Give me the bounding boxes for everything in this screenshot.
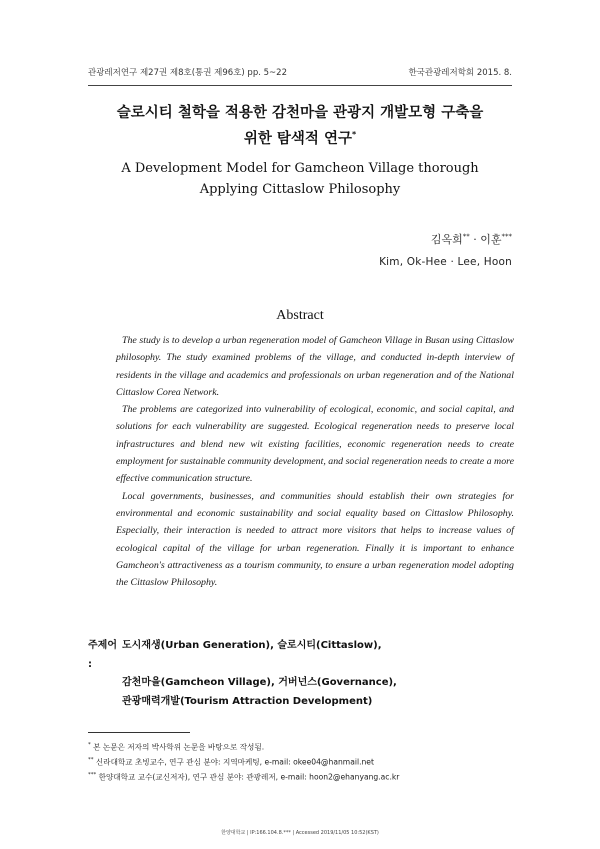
english-title-line-2: Applying Cittaslow Philosophy (199, 182, 401, 197)
running-head (88, 66, 512, 78)
keywords-line-2: 감천마을(Gamcheon Village), 거버넌스(Governance), (122, 677, 397, 688)
footnote-3 (88, 769, 518, 784)
korean-title-line-1: 슬로시티 철학을 적용한 감천마을 관광지 개발모형 구축을 (116, 105, 484, 121)
abstract-paragraph-1: The study is to develop a urban regeneration model of Gamcheon Village in Busan using Cittaslow philosophy. The study examined problems of the village, and conducted in-depth interview of residents in the village and academics and professionals on urban regeneration and of the National Cittaslow Corea Network. (116, 335, 514, 398)
title-footnote-mark: * (351, 130, 357, 139)
access-stamp: 한양대학교 | IP:166.104.8.*** | Accessed 2019/11/05 10:52(KST) (221, 830, 379, 836)
publisher-date: 한국관광레저학회 2015. 8. (408, 68, 512, 78)
author-2-ko: 이훈 (480, 233, 502, 246)
authors-korean (431, 231, 512, 247)
english-title-line-1: A Development Model for Gamcheon Village thorough (121, 161, 479, 176)
footnote-rule (88, 732, 190, 733)
footnote-1-mark: * (88, 742, 91, 748)
footnote-2-mark: ** (88, 757, 94, 764)
footnote-1-text: 본 논문은 저자의 박사학위 논문을 바탕으로 작성됨. (93, 742, 265, 752)
abstract-paragraph-3: Local governments, businesses, and communities should establish their own strategies for environmental and economic sustainability and social equality based on Cittaslow Philosophy. Especially, their interaction is needed to attract more visitors that helps to increase values of ecological capital of the village for urban regeneration. Finally it is important to enhance Gamcheon's attractiveness as a tourism community, to ensure a urban regeneration model adopting the Cittaslow Philosophy. (116, 490, 514, 589)
journal-citation: 관광레저연구 제27권 제8호(통권 제96호) pp. 5~22 (88, 68, 287, 78)
korean-title (60, 103, 540, 150)
author-1-ko: 김옥희 (430, 233, 463, 246)
keywords-row-1 (88, 637, 518, 674)
author-2-mark: *** (501, 232, 512, 241)
korean-title-line-2-text: 위한 탐색적 연구 (243, 130, 352, 147)
abstract-paragraph-2: The problems are categorized into vulnerability of ecological, economic, and social capital, and solutions for each vulnerability are suggested. Ecological regeneration needs to preserve local infrastructures and blend new wit existing facilities, economic regeneration needs to create employment for sustainable community development, and social regeneration needs to create a more effective communication structure. (116, 404, 514, 485)
english-title (60, 158, 540, 200)
footnote-3-mark: *** (88, 772, 97, 779)
authors-english: Kim, Ok-Hee · Lee, Hoon (379, 256, 512, 268)
keywords (88, 637, 518, 711)
author-separator: · (469, 233, 481, 246)
korean-title-line-2 (60, 124, 540, 150)
author-1-mark: ** (462, 232, 470, 241)
footnote-3-text: 한양대학교 교수(교신저자), 연구 관심 분야: 관광레저, e-mail: hoon2@ehanyang.ac.kr (98, 772, 400, 782)
footnote-2-text: 신라대학교 초빙교수, 연구 관심 분야: 지역마케팅, e-mail: okee04@hanmail.net (95, 757, 374, 767)
abstract-body (116, 332, 514, 591)
keywords-label: 주제어 : (88, 640, 117, 670)
keywords-line-3: 관광매력개발(Tourism Attraction Development) (122, 695, 373, 707)
footnote-2 (88, 754, 518, 769)
abstract-heading: Abstract (276, 308, 324, 323)
footnotes (88, 739, 518, 784)
footnote-1 (88, 739, 518, 754)
header-rule (88, 85, 512, 86)
keywords-line-1: 도시재생(Urban Generation), 슬로시티(Cittaslow), (122, 640, 382, 651)
